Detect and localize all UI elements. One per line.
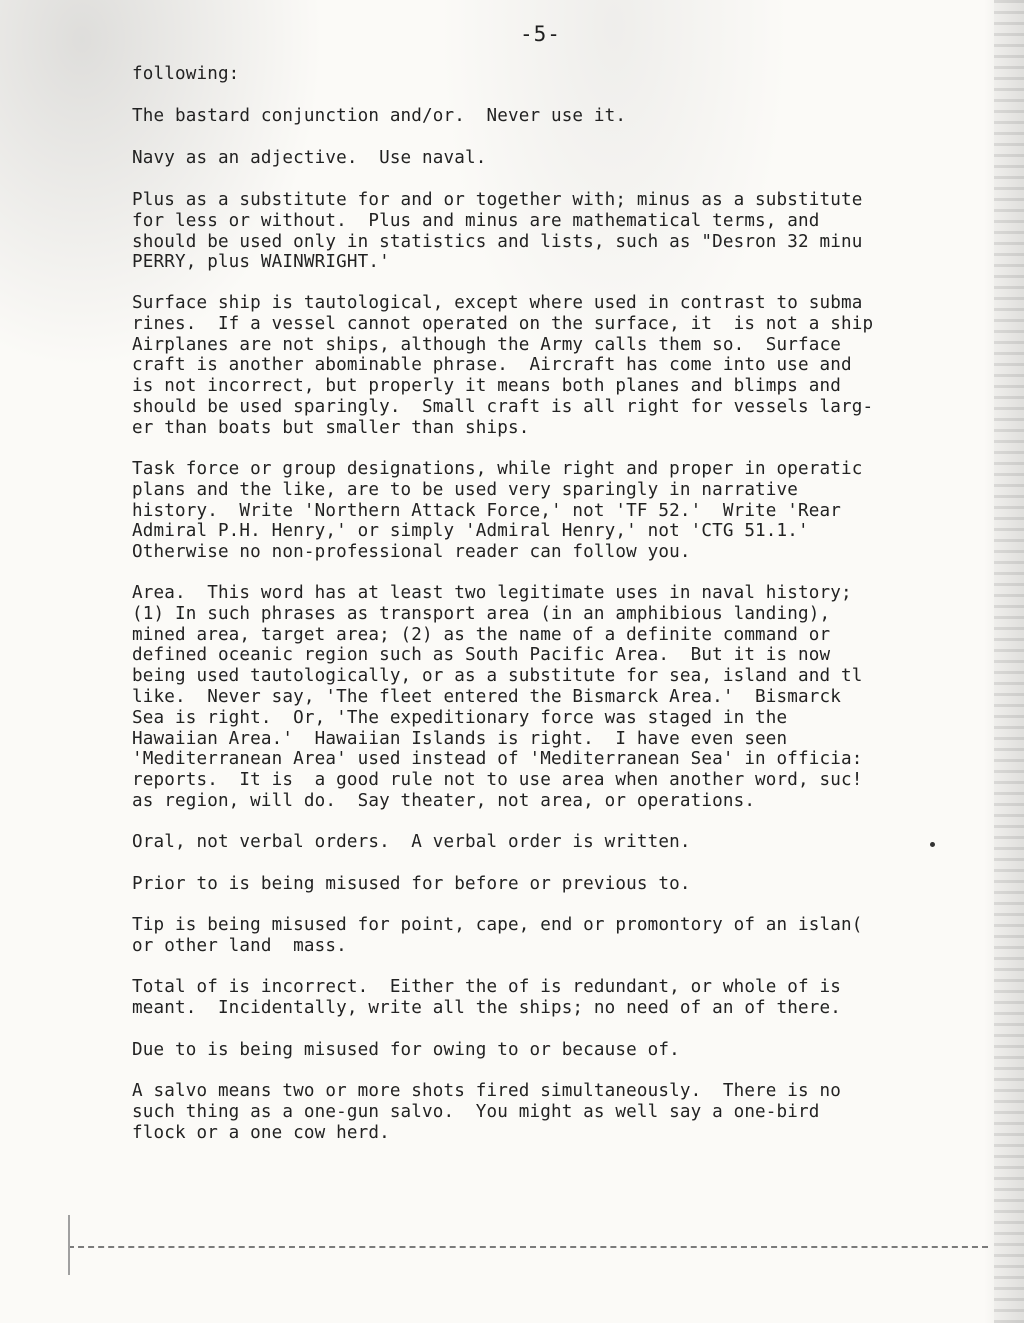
paragraph-area: Area. This word has at least two legitimate uses in naval history; (1) In such phrases as transport area (in an amphibious landing), mined area, target area; (2) as the name of a definite command or defined oceanic region such as South Pacific Area. But it is now being used tautologically, or as a substitute for sea, island and tl like. Never say, 'The fleet entered the Bismarck Area.' Bismarck Sea is right. Or, 'The expeditionary force was staged in the Hawaiian Area.' Hawaiian Islands is right. I have even seen 'Mediterranean Area' used instead of 'Mediterranean Sea' in officia: reports. It is a good rule not to use area when another word, suc! as region, will do. Say theater, not area, or operations. [132,583,863,811]
paragraph-following: following: [132,64,240,84]
margin-mark [68,1215,70,1275]
bottom-rule [68,1246,988,1248]
paragraph-prior-to: Prior to is being misused for before or previous to. [132,874,691,894]
paragraph-and-or: The bastard conjunction and/or. Never use it. [132,106,627,126]
paragraph-due-to: Due to is being misused for owing to or because of. [132,1040,680,1060]
scan-edge-shadow [994,0,1024,1323]
paragraph-total-of: Total of is incorrect. Either the of is redundant, or whole of is meant. Incidentally, write all the ships; no need of an of there. [132,977,841,1018]
paragraph-task-force: Task force or group designations, while right and proper in operatic plans and the like, are to be used very sparingly in narrative history. Write 'Northern Attack Force,' not 'TF 52.' Write 'Rear Admiral P.H. Henry,' or simply 'Admiral Henry,' not 'CTG 51.1.' Otherwise no non-professional reader can follow you. [132,459,863,563]
page-number: -5- [520,22,561,46]
paragraph-tip: Tip is being misused for point, cape, end or promontory of an islan( or other land mass. [132,915,863,956]
ink-dot [930,842,935,847]
paragraph-surface-ship: Surface ship is tautological, except where used in contrast to subma rines. If a vessel cannot operated on the surface, it is not a ship Airplanes are not ships, although the Army calls them so. Surface craft is another abominable phrase. Aircraft has come into use and is not incorrect, but properly it means both planes and blimps and should be used sparingly. Small craft is all right for vessels larg- er than boats but smaller than ships. [132,293,874,438]
paragraph-navy: Navy as an adjective. Use naval. [132,148,487,168]
paragraph-plus-minus: Plus as a substitute for and or together with; minus as a substitute for less or without. Plus and minus are mathematical terms, and should be used only in statistics and lists, such as "Desron 32 minu PERRY, plus WAINWRIGHT.' [132,190,863,273]
paragraph-oral-verbal: Oral, not verbal orders. A verbal order is written. [132,832,691,852]
paragraph-salvo: A salvo means two or more shots fired simultaneously. There is no such thing as a one-gun salvo. You might as well say a one-bird flock or a one cow herd. [132,1081,841,1143]
